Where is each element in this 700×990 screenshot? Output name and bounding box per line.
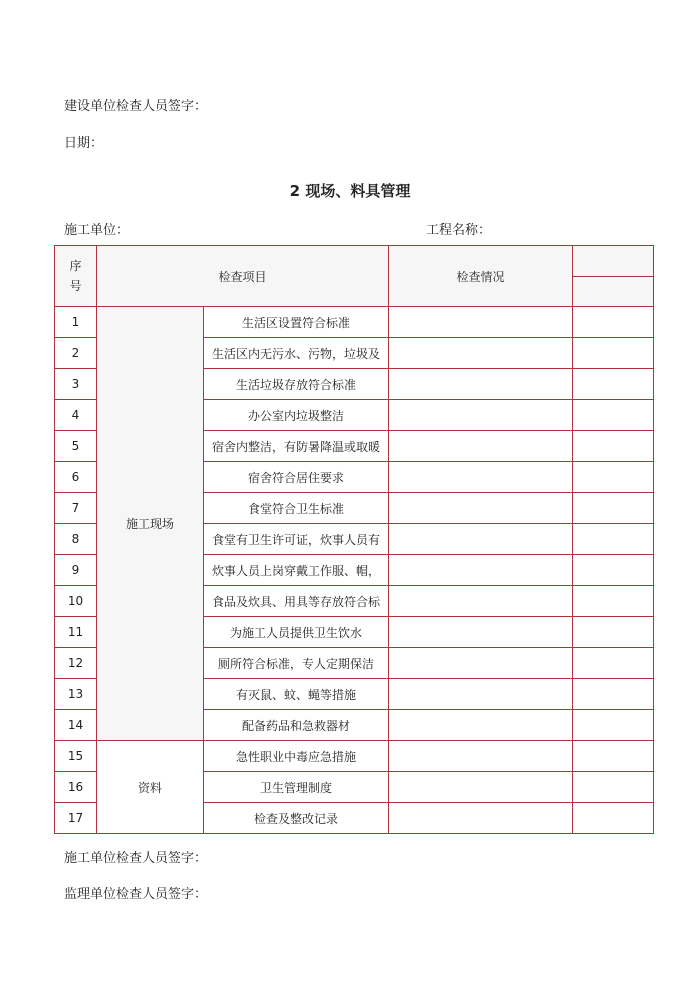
row-item: 食品及炊具、用具等存放符合标 — [204, 586, 389, 617]
row-result-cell[interactable] — [389, 555, 573, 586]
row-number: 12 — [55, 648, 97, 679]
header-extra-bottom — [573, 277, 654, 307]
row-extra-cell[interactable] — [573, 338, 654, 369]
row-number: 17 — [55, 803, 97, 834]
row-item: 厕所符合标准，专人定期保洁 — [204, 648, 389, 679]
row-extra-cell[interactable] — [573, 400, 654, 431]
row-result-cell[interactable] — [389, 493, 573, 524]
row-extra-cell[interactable] — [573, 772, 654, 803]
row-result-cell[interactable] — [389, 648, 573, 679]
row-extra-cell[interactable] — [573, 524, 654, 555]
row-result-cell[interactable] — [389, 400, 573, 431]
row-number: 2 — [55, 338, 97, 369]
inspection-table — [54, 245, 654, 834]
date-label: 日期： — [64, 136, 104, 151]
row-item: 食堂符合卫生标准 — [204, 493, 389, 524]
row-number: 3 — [55, 369, 97, 400]
row-result-cell[interactable] — [389, 369, 573, 400]
row-result-cell[interactable] — [389, 586, 573, 617]
row-item: 宿舍内整洁，有防暑降温或取暖 — [204, 431, 389, 462]
row-number: 6 — [55, 462, 97, 493]
row-number: 13 — [55, 679, 97, 710]
row-result-cell[interactable] — [389, 803, 573, 834]
row-item: 检查及整改记录 — [204, 803, 389, 834]
header-seq-line2: 号 — [69, 279, 82, 293]
row-item: 生活区内无污水、污物，垃圾及 — [204, 338, 389, 369]
row-number: 7 — [55, 493, 97, 524]
header-seq — [55, 246, 97, 307]
row-extra-cell[interactable] — [573, 803, 654, 834]
row-item: 为施工人员提供卫生饮水 — [204, 617, 389, 648]
row-extra-cell[interactable] — [573, 741, 654, 772]
row-number: 15 — [55, 741, 97, 772]
row-item: 有灭鼠、蚊、蝇等措施 — [204, 679, 389, 710]
row-result-cell[interactable] — [389, 710, 573, 741]
group-docs: 资料 — [97, 741, 204, 834]
row-extra-cell[interactable] — [573, 710, 654, 741]
row-extra-cell[interactable] — [573, 586, 654, 617]
row-item: 急性职业中毒应急措施 — [204, 741, 389, 772]
builder-signature-label: 建设单位检查人员签字： — [64, 99, 208, 114]
row-extra-cell[interactable] — [573, 307, 654, 338]
row-extra-cell[interactable] — [573, 617, 654, 648]
row-item: 卫生管理制度 — [204, 772, 389, 803]
header-result: 检查情况 — [389, 246, 573, 307]
row-item: 炊事人员上岗穿戴工作服、帽， — [204, 555, 389, 586]
row-extra-cell[interactable] — [573, 648, 654, 679]
table-row — [55, 307, 654, 338]
row-result-cell[interactable] — [389, 338, 573, 369]
row-number: 9 — [55, 555, 97, 586]
row-extra-cell[interactable] — [573, 493, 654, 524]
row-item: 食堂有卫生许可证，炊事人员有 — [204, 524, 389, 555]
row-result-cell[interactable] — [389, 617, 573, 648]
supervisor-signature-label: 监理单位检查人员签字： — [64, 887, 208, 902]
row-number: 5 — [55, 431, 97, 462]
row-result-cell[interactable] — [389, 431, 573, 462]
row-item: 宿舍符合居住要求 — [204, 462, 389, 493]
row-result-cell[interactable] — [389, 462, 573, 493]
row-extra-cell[interactable] — [573, 462, 654, 493]
row-result-cell[interactable] — [389, 307, 573, 338]
row-item: 生活垃圾存放符合标准 — [204, 369, 389, 400]
project-name-label: 工程名称： — [426, 223, 492, 238]
row-extra-cell[interactable] — [573, 679, 654, 710]
row-number: 11 — [55, 617, 97, 648]
group-site: 施工现场 — [97, 307, 204, 741]
row-number: 4 — [55, 400, 97, 431]
row-number: 16 — [55, 772, 97, 803]
row-number: 1 — [55, 307, 97, 338]
contractor-signature-label: 施工单位检查人员签字： — [64, 851, 208, 866]
table-row — [55, 741, 654, 772]
row-extra-cell[interactable] — [573, 555, 654, 586]
row-number: 10 — [55, 586, 97, 617]
row-item: 办公室内垃圾整洁 — [204, 400, 389, 431]
row-extra-cell[interactable] — [573, 369, 654, 400]
row-item: 配备药品和急救器材 — [204, 710, 389, 741]
row-result-cell[interactable] — [389, 772, 573, 803]
row-number: 14 — [55, 710, 97, 741]
row-item: 生活区设置符合标准 — [204, 307, 389, 338]
row-extra-cell[interactable] — [573, 431, 654, 462]
header-seq-line1: 序 — [69, 259, 82, 273]
row-result-cell[interactable] — [389, 741, 573, 772]
row-result-cell[interactable] — [389, 524, 573, 555]
section-title: 2 现场、料具管理 — [289, 182, 411, 200]
row-result-cell[interactable] — [389, 679, 573, 710]
header-extra-top — [573, 246, 654, 277]
row-number: 8 — [55, 524, 97, 555]
header-item: 检查项目 — [97, 246, 389, 307]
construction-unit-label: 施工单位： — [64, 223, 130, 238]
